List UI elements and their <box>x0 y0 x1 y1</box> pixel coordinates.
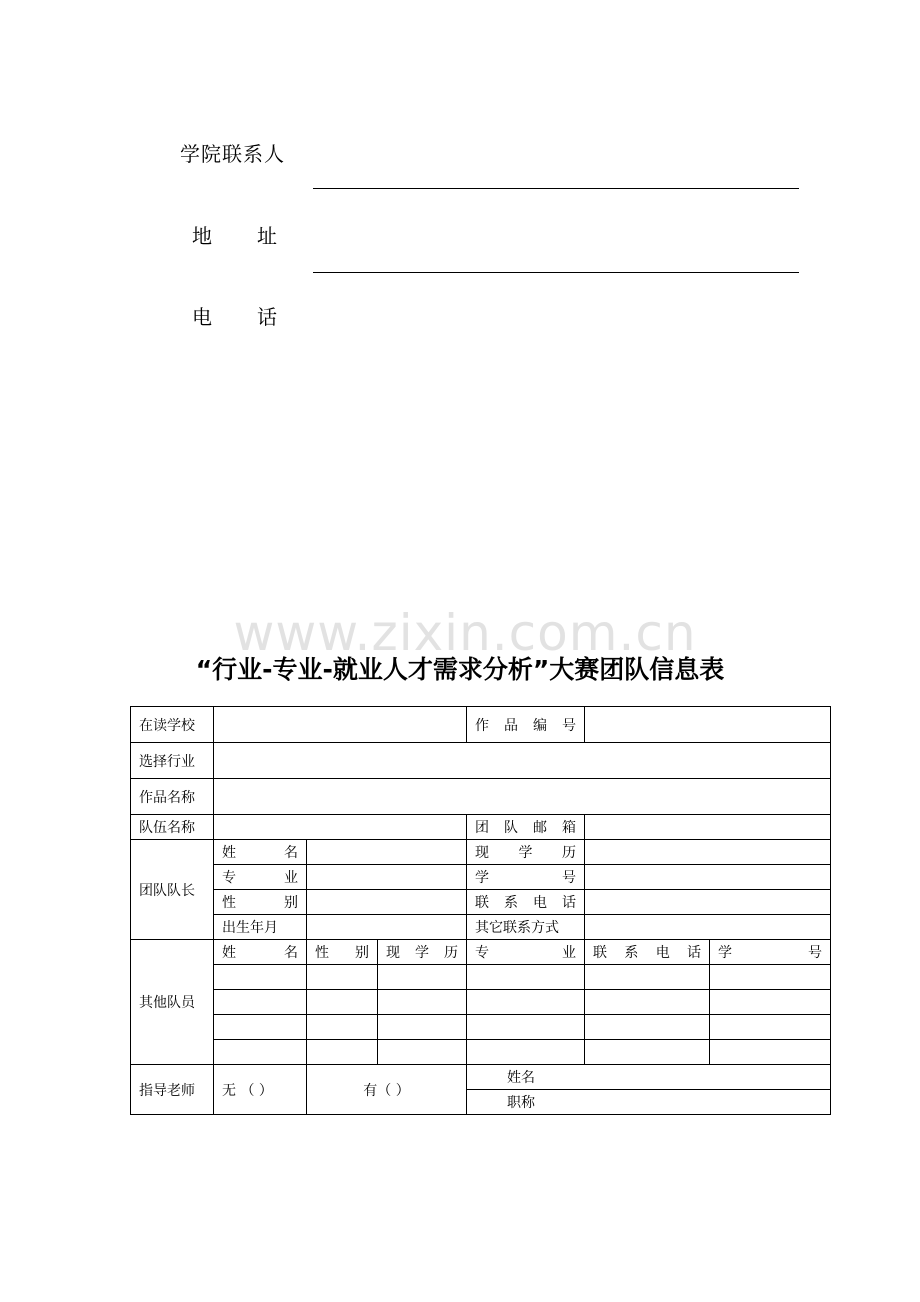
member-cell[interactable] <box>467 965 585 990</box>
leader-birth-label: 出生年月 <box>214 915 307 940</box>
leader-phone-label: 联 系 电 话 <box>467 890 585 915</box>
member-cell[interactable] <box>710 990 831 1015</box>
member-cell[interactable] <box>378 965 467 990</box>
team-info-table <box>130 706 831 1115</box>
member-cell[interactable] <box>214 1015 307 1040</box>
member-header-student-no: 学 号 <box>710 940 831 965</box>
leader-student-no-field[interactable] <box>585 865 831 890</box>
school-label: 在读学校 <box>131 707 214 743</box>
member-cell[interactable] <box>214 1040 307 1065</box>
leader-name-field[interactable] <box>307 840 467 865</box>
advisor-label: 指导老师 <box>131 1065 214 1115</box>
work-name-field[interactable] <box>214 779 831 815</box>
member-row <box>131 990 831 1015</box>
leader-gender-field[interactable] <box>307 890 467 915</box>
member-row <box>131 1040 831 1065</box>
member-cell[interactable] <box>710 1040 831 1065</box>
address-line <box>313 272 799 273</box>
contact-person-label: 学院联系人 <box>180 142 285 166</box>
leader-other-contact-field[interactable] <box>585 915 831 940</box>
leader-education-field[interactable] <box>585 840 831 865</box>
leader-major-field[interactable] <box>307 865 467 890</box>
member-cell[interactable] <box>710 1015 831 1040</box>
member-header-phone: 联 系 电 话 <box>585 940 710 965</box>
member-header-name: 姓 名 <box>214 940 307 965</box>
member-cell[interactable] <box>378 990 467 1015</box>
leader-major-label: 专 业 <box>214 865 307 890</box>
contact-person-line <box>313 188 799 189</box>
member-cell[interactable] <box>585 965 710 990</box>
leader-student-no-label: 学 号 <box>467 865 585 890</box>
team-email-field[interactable] <box>585 815 831 840</box>
member-header-major: 专 业 <box>467 940 585 965</box>
member-cell[interactable] <box>378 1040 467 1065</box>
member-cell[interactable] <box>307 990 378 1015</box>
member-cell[interactable] <box>467 1015 585 1040</box>
team-name-field[interactable] <box>214 815 467 840</box>
team-leader-label: 团队队长 <box>131 840 214 940</box>
team-email-label: 团 队 邮 箱 <box>467 815 585 840</box>
industry-field[interactable] <box>214 743 831 779</box>
member-row <box>131 965 831 990</box>
member-cell[interactable] <box>710 965 831 990</box>
member-cell[interactable] <box>585 990 710 1015</box>
member-cell[interactable] <box>378 1015 467 1040</box>
advisor-yes-option[interactable]: 有（ ） <box>307 1065 467 1115</box>
phone-label: 电 话 <box>192 305 278 329</box>
member-cell[interactable] <box>214 990 307 1015</box>
school-field[interactable] <box>214 707 467 743</box>
watermark: www.zixin.com.cn <box>233 604 697 662</box>
leader-birth-field[interactable] <box>307 915 467 940</box>
member-cell[interactable] <box>585 1015 710 1040</box>
advisor-none-option[interactable]: 无 （ ） <box>214 1065 307 1115</box>
leader-gender-label: 性 别 <box>214 890 307 915</box>
member-cell[interactable] <box>585 1040 710 1065</box>
member-header-education: 现 学 历 <box>378 940 467 965</box>
advisor-title-field[interactable]: 职称 <box>467 1090 831 1115</box>
work-name-label: 作品名称 <box>131 779 214 815</box>
member-header-gender: 性 别 <box>307 940 378 965</box>
other-members-label: 其他队员 <box>131 940 214 1065</box>
member-cell[interactable] <box>307 1015 378 1040</box>
member-cell[interactable] <box>467 1040 585 1065</box>
industry-label: 选择行业 <box>131 743 214 779</box>
team-name-label: 队伍名称 <box>131 815 214 840</box>
member-cell[interactable] <box>467 990 585 1015</box>
leader-phone-field[interactable] <box>585 890 831 915</box>
advisor-name-field[interactable]: 姓名 <box>467 1065 831 1090</box>
member-cell[interactable] <box>307 965 378 990</box>
address-label: 地 址 <box>192 224 278 248</box>
member-cell[interactable] <box>214 965 307 990</box>
work-no-field[interactable] <box>585 707 831 743</box>
leader-other-contact-label: 其它联系方式 <box>467 915 585 940</box>
leader-education-label: 现 学 历 <box>467 840 585 865</box>
leader-name-label: 姓 名 <box>214 840 307 865</box>
page-title: “行业-专业-就业人才需求分析”大赛团队信息表 <box>195 655 725 684</box>
member-row <box>131 1015 831 1040</box>
work-no-label: 作 品 编 号 <box>467 707 585 743</box>
member-cell[interactable] <box>307 1040 378 1065</box>
